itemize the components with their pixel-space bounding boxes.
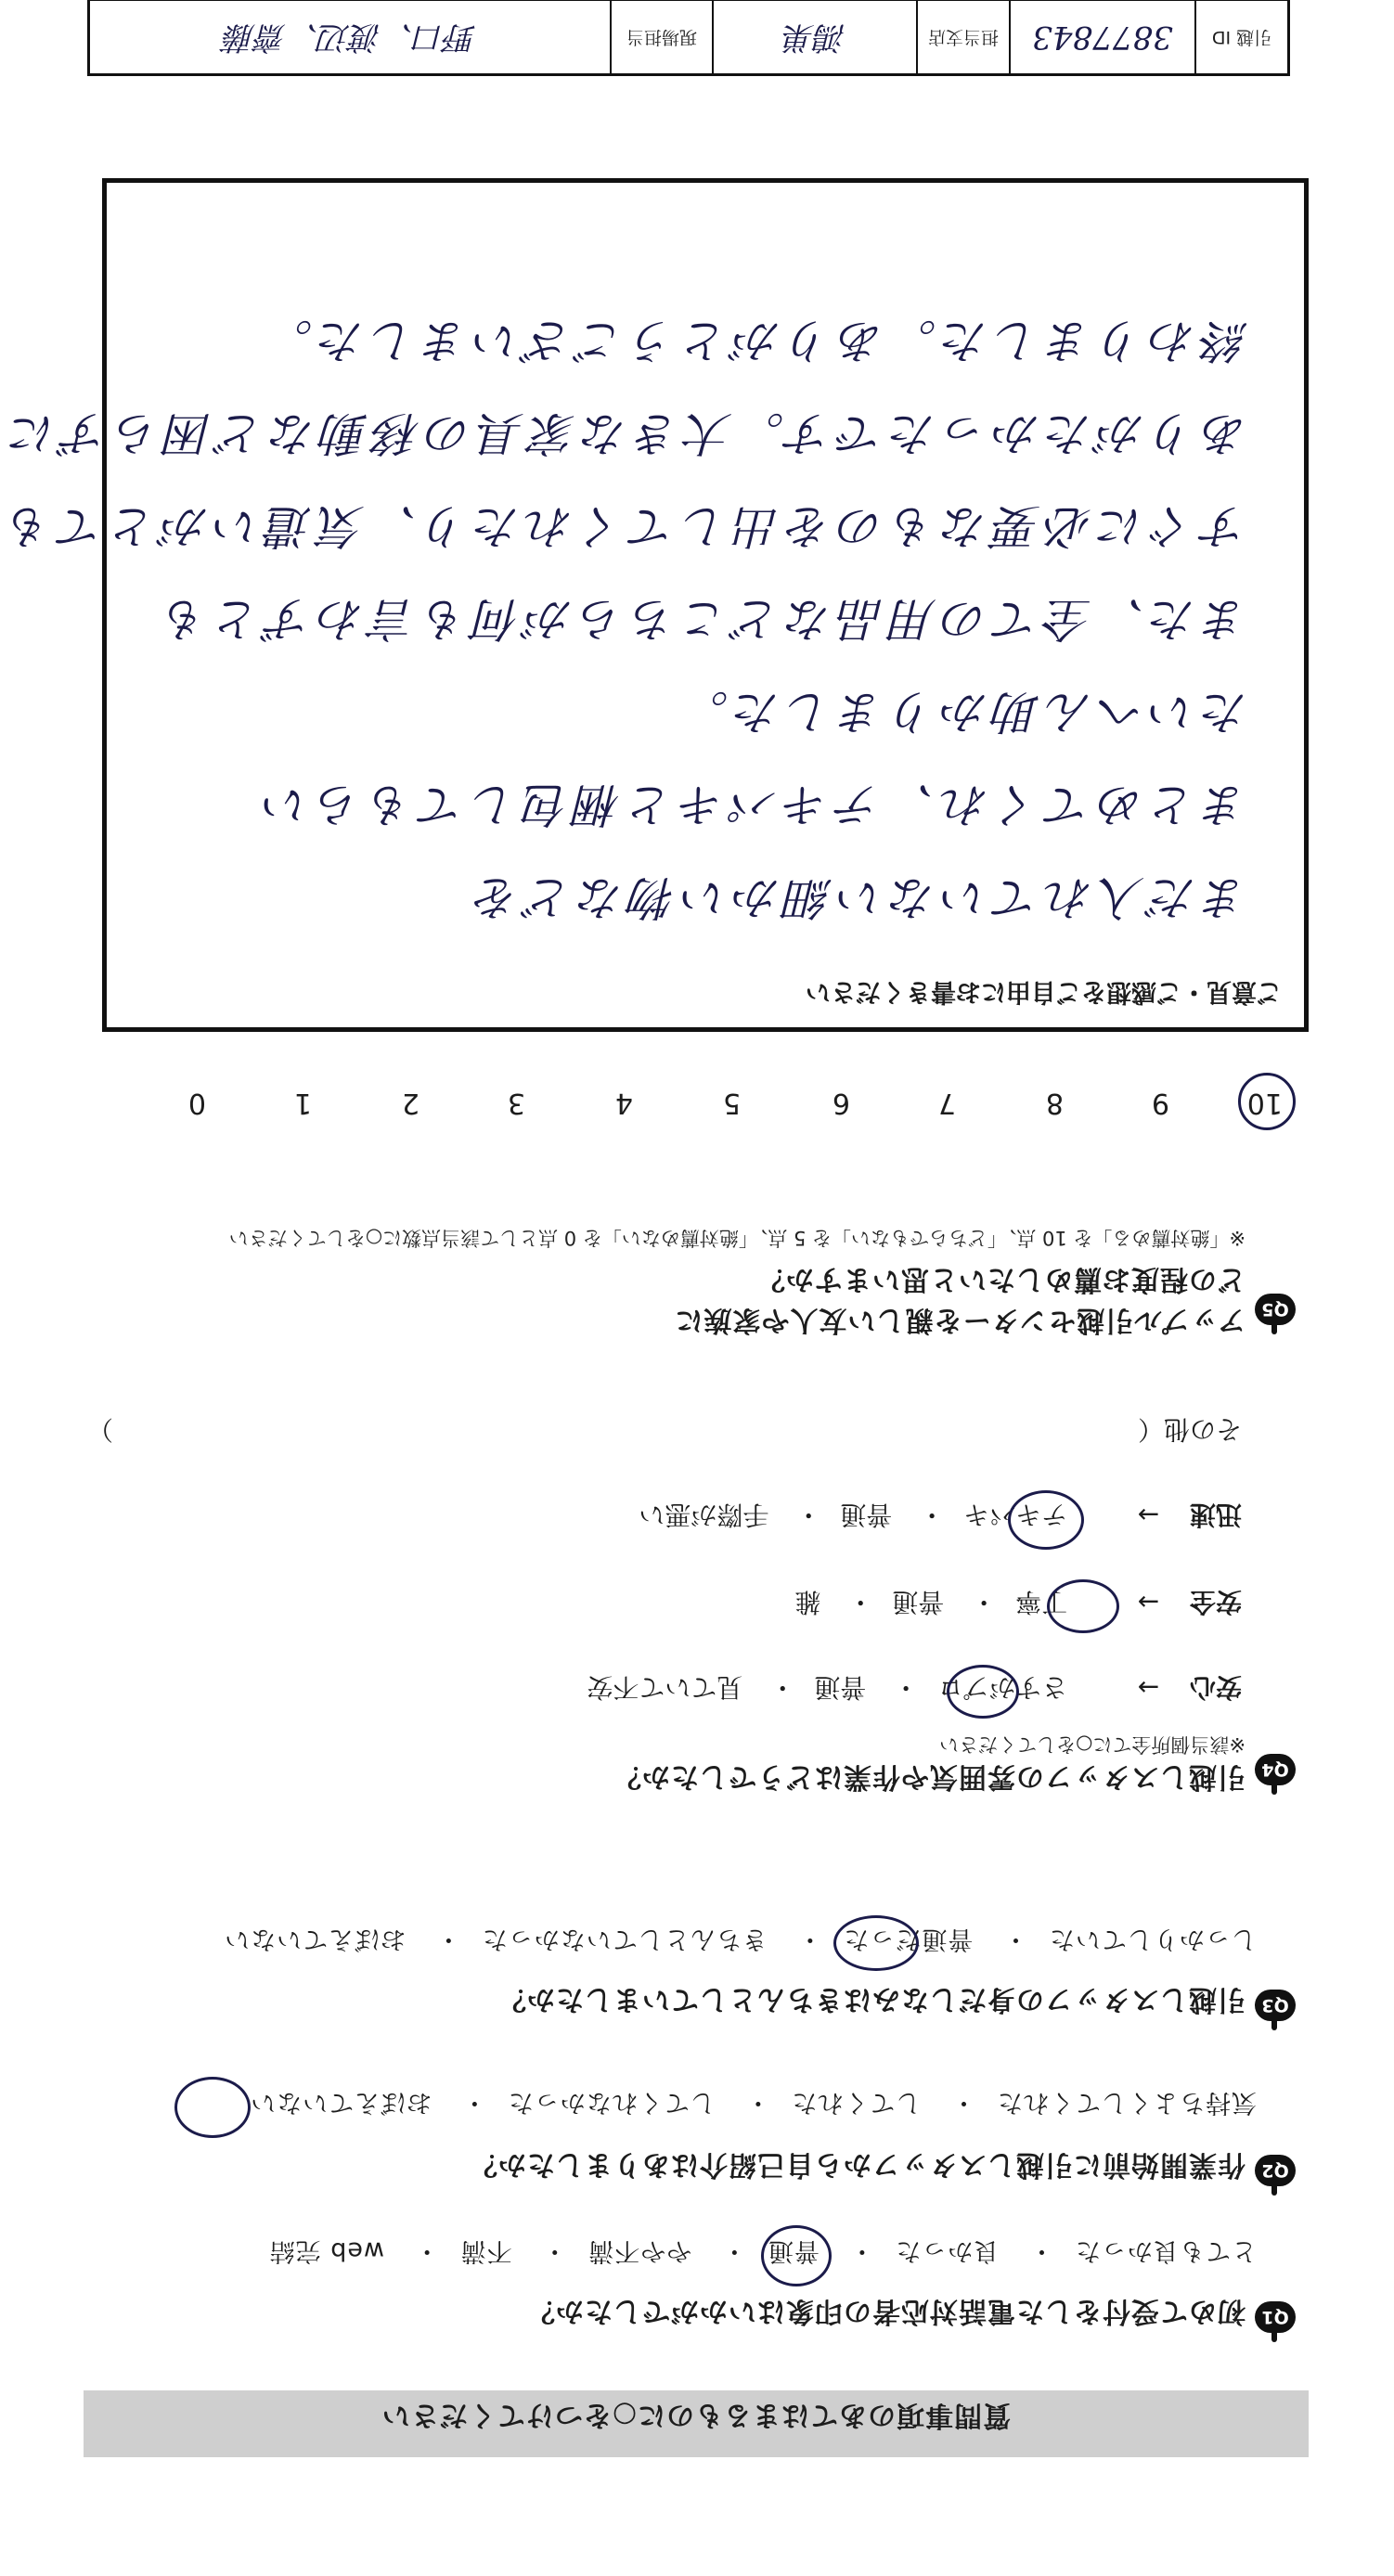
- q2-answer-circle: [174, 2077, 251, 2138]
- handwritten-line: 終わりました。ありがとうございました。: [261, 314, 1248, 367]
- moving-id-label: 引越 ID: [1194, 1, 1287, 73]
- q3-text: 引越しスタッフの身だしなみはきちんとしていましたか？: [497, 1983, 1246, 2016]
- q5-text-line1: アップル引越センターを親しい友人や家族に: [674, 1304, 1246, 1336]
- moving-id-value: 3877843: [1009, 1, 1194, 73]
- q4-row-option[interactable]: 普通: [892, 1587, 945, 1617]
- branch-label: 担当支店: [916, 1, 1009, 73]
- q4-row-option-selected[interactable]: さすがプロ: [937, 1672, 1068, 1703]
- arrow-right-icon: →: [1137, 1672, 1160, 1703]
- q5-scale-value[interactable]: 1: [293, 1087, 312, 1119]
- q4-row-anshin: 安心 → さすがプロ・ 普通・ 見ていて不安: [568, 1670, 1242, 1707]
- handwritten-line: また、全ての用品などこちらが何も言わずとも: [157, 592, 1248, 646]
- opinion-box: [1, 178, 1309, 1032]
- q4-text: 引越しスタッフの雰囲気や作業はどうでしたか？: [613, 1760, 1246, 1793]
- q5-scale-value[interactable]: 4: [614, 1087, 633, 1119]
- handwritten-line: まだ入れていない細かい物などを: [469, 870, 1248, 924]
- q4-badge: Q4: [1255, 1754, 1296, 1785]
- q5-answer-circle: [1238, 1073, 1296, 1130]
- q5-scale-value[interactable]: 0: [187, 1087, 206, 1119]
- q2-option-selected[interactable]: おぼえていない: [250, 2088, 432, 2117]
- handwritten-line: すぐに必要なものを出してくれたり、気遣いがとても: [1, 499, 1248, 553]
- q5-note: ※「絶対薦める」を 10 点、「どちらでもない」を 5 点、「絶対薦めない」を 0 点として該当点数に○をしてください: [228, 1227, 1246, 1249]
- site-staff-label: 現場担当: [610, 1, 712, 73]
- q1-options: とても良かった・ 良かった・ 普通・ やや不満・ 不満・ web 完結: [268, 2236, 1257, 2265]
- q4-row-option[interactable]: 雑: [794, 1587, 821, 1617]
- q1-option[interactable]: とても良かった: [1075, 2236, 1257, 2265]
- q1-option-selected[interactable]: 普通: [767, 2236, 820, 2265]
- q4-anzen-circle: [1047, 1579, 1119, 1633]
- q2-badge: Q2: [1255, 2155, 1296, 2186]
- handwritten-line: まとめてくれ、テキパキと梱包してもらい: [258, 778, 1248, 831]
- arrow-right-icon: →: [1137, 1587, 1160, 1617]
- q1-option[interactable]: 不満: [459, 2236, 512, 2265]
- q4-row-option-selected[interactable]: 丁寧: [1015, 1587, 1068, 1617]
- q1-option[interactable]: 良かった: [895, 2236, 1000, 2265]
- q1-badge: Q1: [1255, 2301, 1296, 2333]
- q5-badge: Q5: [1255, 1294, 1296, 1325]
- q5-scale-value[interactable]: 6: [832, 1087, 850, 1119]
- q5-text-line2: どの程度お薦めしたいと思いますか？: [756, 1263, 1246, 1295]
- q5-scale-value[interactable]: 8: [1045, 1087, 1064, 1119]
- q5-scale-value[interactable]: 7: [937, 1087, 956, 1119]
- q1-answer-circle: [761, 2225, 832, 2286]
- q1-option[interactable]: web 完結: [268, 2236, 385, 2265]
- q5-scale-value[interactable]: 3: [507, 1087, 525, 1119]
- q4-note: ※該当個所全てに○をしてください: [939, 1733, 1246, 1756]
- site-staff-value: 野口、渡辺、齋藤: [224, 19, 476, 56]
- q3-option-selected[interactable]: 普通だった: [843, 1925, 974, 1953]
- q4-row-jinsoku: 迅速 → テキパキ・ 普通・ 手際が悪い: [620, 1498, 1242, 1535]
- arrow-right-icon: →: [1137, 1500, 1160, 1530]
- q4-row-option[interactable]: 見ていて不安: [587, 1672, 743, 1703]
- q5-scale-value[interactable]: 9: [1151, 1087, 1169, 1119]
- q4-row-key: 安全: [1189, 1587, 1242, 1617]
- handwritten-line: たいへん助かりました。: [677, 685, 1248, 739]
- q3-options: しっかりしていた・ 普通だった・ きちんとしていなかった・ おぼえていない: [224, 1925, 1257, 1953]
- q4-row-option[interactable]: 手際が悪い: [639, 1500, 769, 1530]
- q4-row-option[interactable]: 普通: [814, 1672, 867, 1703]
- opinion-title: ご意見・ご感想をご自由にお書きください: [806, 977, 1282, 1006]
- q3-option[interactable]: おぼえていない: [224, 1925, 407, 1953]
- q5-scale-value-selected[interactable]: 10: [1246, 1087, 1283, 1119]
- q3-badge: Q3: [1255, 1990, 1296, 2021]
- q5-scale-value[interactable]: 5: [722, 1087, 741, 1119]
- q4-other: [1138, 1412, 1242, 1449]
- q4-anshin-circle: [947, 1665, 1019, 1719]
- q1-option[interactable]: やや不満: [587, 2236, 692, 2265]
- q4-other-label: その他（: [1137, 1414, 1242, 1445]
- q3-option[interactable]: しっかりしていた: [1049, 1925, 1257, 1953]
- q2-option[interactable]: してくれた: [791, 2088, 922, 2117]
- q4-row-anzen: 安全 → 丁寧・ 普通・ 雑: [776, 1585, 1242, 1622]
- q4-row-key: 安心: [1189, 1672, 1242, 1703]
- instruction-text: 質問事項のあてはまるものに○をつけてください: [381, 2399, 1012, 2431]
- q3-option[interactable]: きちんとしていなかった: [481, 1925, 768, 1953]
- q1-text: 初めて受付をした電話対応者の印象はいかがでしたか？: [526, 2295, 1246, 2327]
- q4-row-option[interactable]: 普通: [840, 1500, 893, 1530]
- q4-row-key: 迅速: [1189, 1500, 1242, 1530]
- q4-other-close: ）: [86, 1414, 113, 1445]
- q2-text: 作業開始前に引越しスタッフから自己紹介はありましたか？: [469, 2148, 1246, 2181]
- branch-value: 鴻巣: [712, 1, 916, 73]
- q2-option[interactable]: してくれなかった: [507, 2088, 716, 2117]
- q4-row-option-selected[interactable]: テキパキ: [963, 1500, 1068, 1530]
- q2-options: 気持ちよくしてくれた・ してくれた・ してくれなかった・ おぼえていない: [250, 2088, 1257, 2117]
- q5-scale-value[interactable]: 2: [401, 1087, 419, 1119]
- q3-answer-circle: [833, 1915, 919, 1971]
- staff-info-table: [87, 0, 1290, 76]
- handwritten-line: ありがたかったです。大きな家具の移動など困らずに: [5, 406, 1248, 460]
- q4-jinsoku-circle: [1008, 1490, 1084, 1550]
- q2-option[interactable]: 気持ちよくしてくれた: [997, 2088, 1257, 2117]
